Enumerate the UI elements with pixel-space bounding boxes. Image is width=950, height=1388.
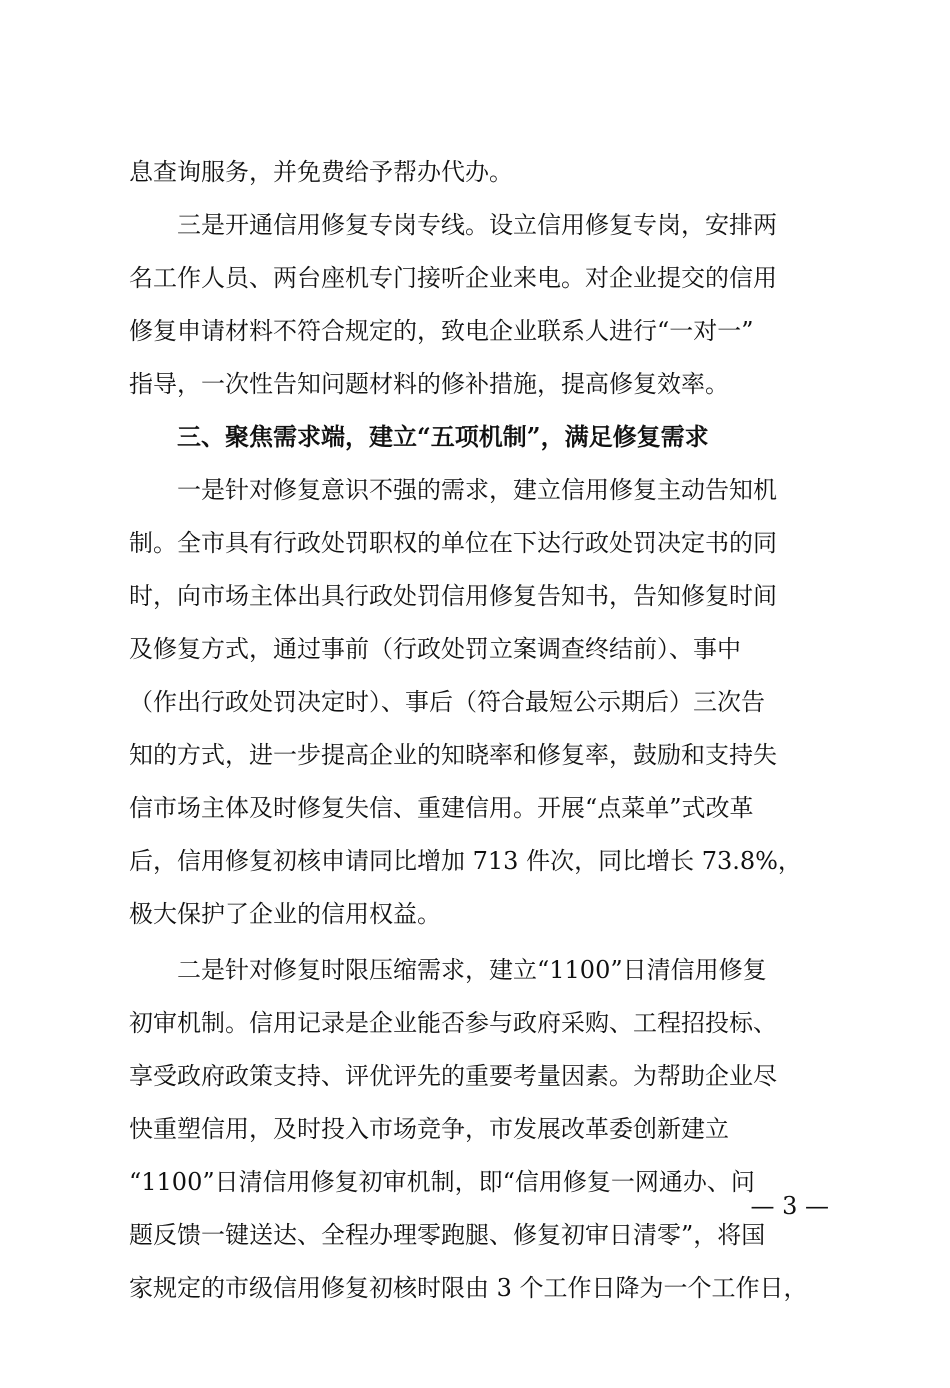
body-line-17-text: 初审机制。信用记录是企业能否参与政府采购、工程招投标、 <box>129 1009 777 1037</box>
body-line-8-text: 制。全市具有行政处罚职权的单位在下达行政处罚决定书的同 <box>129 529 777 557</box>
body-line-10-text: 及修复方式，通过事前（行政处罚立案调查终结前）、事中 <box>129 635 741 663</box>
body-line-10 <box>0 629 950 669</box>
body-line-22 <box>0 1268 950 1308</box>
body-line-2-text: 三是开通信用修复专岗专线。设立信用修复专岗，安排两 <box>177 211 777 239</box>
body-line-19 <box>0 1109 950 1149</box>
body-line-13-text: 信市场主体及时修复失信、重建信用。开展“点菜单”式改革 <box>129 794 754 822</box>
body-line-14-text: 后，信用修复初核申请同比增加 713 件次，同比增长 73.8%， <box>129 847 802 875</box>
body-line-17 <box>0 1003 950 1043</box>
body-line-7 <box>0 470 950 510</box>
section-heading-line <box>0 417 950 457</box>
body-line-7-text: 一是针对修复意识不强的需求，建立信用修复主动告知机 <box>177 476 777 504</box>
body-line-2 <box>0 205 950 245</box>
body-line-13 <box>0 788 950 828</box>
body-line-9-text: 时，向市场主体出具行政处罚信用修复告知书，告知修复时间 <box>129 582 777 610</box>
body-line-15-text: 极大保护了企业的信用权益。 <box>129 900 441 928</box>
body-line-5-text: 指导，一次性告知问题材料的修补措施，提高修复效率。 <box>129 370 729 398</box>
body-line-12-text: 知的方式，进一步提高企业的知晓率和修复率，鼓励和支持失 <box>129 741 777 769</box>
body-line-15 <box>0 894 950 934</box>
body-line-16 <box>0 950 950 990</box>
section-heading-text: 三、聚焦需求端，建立“五项机制”，满足修复需求 <box>177 422 709 451</box>
body-line-8 <box>0 523 950 563</box>
body-line-18 <box>0 1056 950 1096</box>
body-line-4 <box>0 311 950 351</box>
body-line-11 <box>0 682 950 722</box>
body-line-5 <box>0 364 950 404</box>
body-line-1 <box>0 152 950 192</box>
body-line-22-text: 家规定的市级信用修复初核时限由 3 个工作日降为一个工作日， <box>129 1274 808 1302</box>
body-line-12 <box>0 735 950 775</box>
body-line-4-text: 修复申请材料不符合规定的，致电企业联系人进行“一对一” <box>129 317 754 345</box>
body-line-3 <box>0 258 950 298</box>
body-line-16-text: 二是针对修复时限压缩需求，建立“1100”日清信用修复 <box>177 956 767 984</box>
body-line-3-text: 名工作人员、两台座机专门接听企业来电。对企业提交的信用 <box>129 264 777 292</box>
body-line-18-text: 享受政府政策支持、评优评先的重要考量因素。为帮助企业尽 <box>129 1062 777 1090</box>
body-line-14 <box>0 841 950 881</box>
page-number: — 3 — <box>750 1192 829 1220</box>
body-line-20-text: “1100”日清信用修复初审机制，即“信用修复一网通办、问 <box>129 1168 755 1196</box>
body-line-9 <box>0 576 950 616</box>
body-line-21-text: 题反馈一键送达、全程办理零跑腿、修复初审日清零”，将国 <box>129 1221 766 1249</box>
body-line-1-text: 息查询服务，并免费给予帮办代办。 <box>129 158 513 186</box>
body-line-19-text: 快重塑信用，及时投入市场竞争，市发展改革委创新建立 <box>129 1115 729 1143</box>
body-line-11-text: （作出行政处罚决定时）、事后（符合最短公示期后）三次告 <box>129 688 765 716</box>
